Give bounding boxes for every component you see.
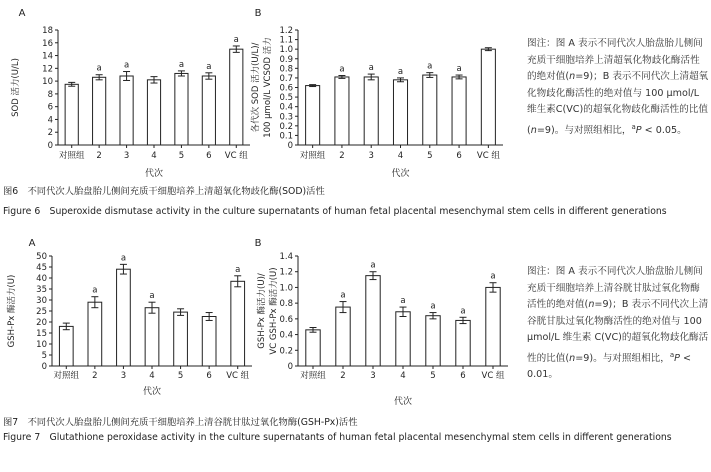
x-axis-title: 代次 [391, 169, 410, 179]
bar [335, 77, 349, 145]
y-tick-label: 0.6 [279, 314, 293, 325]
y-axis-title: GSH-Px 酶活力(U)/ [257, 273, 267, 349]
x-tick-label: 2 [340, 371, 346, 381]
bar [456, 320, 470, 366]
bar [175, 73, 188, 145]
x-tick-label: 6 [456, 151, 462, 161]
y-tick-label: 4 [47, 115, 53, 126]
figure7-caption-cn: 图7 不同代次人胎盘胎儿侧间充质干细胞培养上清谷胱甘肽过氧化物酶(GSH-Px)活性 [3, 417, 358, 428]
y-tick-label: 8 [47, 89, 53, 100]
bar [306, 330, 320, 366]
bar [336, 307, 350, 366]
significance-mark: a [400, 296, 406, 307]
significance-mark: a [370, 260, 376, 271]
y-tick-label: 25 [36, 307, 47, 317]
y-tick-label: 1.4 [279, 252, 293, 262]
x-tick-label: 3 [370, 371, 376, 381]
y-axis-title: SOD 活力(U/L) [11, 58, 21, 117]
y-tick-label: 10 [42, 77, 53, 88]
significance-mark: a [120, 253, 127, 264]
figure6-caption-en: Figure 6 Superoxide dismutase activity in the culture supernatants of human fetal placental mesenchymal stem cells in different generations [3, 206, 667, 217]
significance-mark: a [206, 61, 212, 72]
bar [120, 76, 133, 145]
y-tick-label: 0.8 [279, 299, 293, 310]
y-tick-label: 0.7 [279, 73, 293, 84]
x-tick-label: 6 [460, 371, 466, 381]
figure6-caption-cn: 图6 不同代次人胎盘胎儿侧间充质干细胞培养上清超氧化物歧化酶(SOD)活性 [3, 186, 325, 197]
significance-mark: a [397, 66, 404, 77]
figure6-note: 图注：图 A 表示不同代次人胎盘胎儿侧间充质干细胞培养上清超氧化物歧化酶活性的绝对值(n=9)；B 表示不同代次上清超氧化物歧化酶活性的绝对值与 100 μmol/L 维生素C(VC)的超氧化物歧化酶活性的比值(n=9)。与对照组相比，$^a$P < 0.05。 [527, 38, 709, 136]
x-tick-label: 5 [178, 151, 185, 161]
y-axis-title: 各代次 SOD 活力(U/L)/ [251, 42, 261, 133]
panel-label: B [254, 238, 262, 249]
significance-mark: a [96, 63, 102, 74]
significance-mark: a [430, 301, 436, 312]
panel-label: B [254, 8, 262, 19]
x-tick-label: 2 [92, 371, 98, 381]
y-tick-label: 0.8 [279, 64, 293, 75]
bar [231, 281, 245, 366]
y-tick-label: 1.0 [279, 283, 293, 294]
x-tick-label: 5 [427, 151, 433, 161]
x-tick-label: 4 [397, 151, 404, 161]
bar [306, 86, 320, 145]
bar [93, 77, 106, 145]
chart-fig6A [10, 8, 250, 179]
bar [423, 75, 437, 145]
x-tick-label: 4 [149, 371, 155, 381]
y-tick-label: 35 [36, 285, 47, 295]
significance-mark: a [149, 291, 155, 302]
y-tick-label: 0.5 [279, 93, 293, 104]
y-tick-label: 0.4 [279, 330, 293, 341]
y-tick-label: 0 [41, 362, 47, 372]
x-tick-label: 3 [123, 151, 130, 161]
y-axis-title: GSH-Px 酶活力(U) [7, 274, 17, 348]
bar [393, 80, 407, 145]
y-tick-label: 0.2 [279, 121, 293, 132]
y-tick-label: 20 [36, 318, 47, 328]
x-tick-label: VC 组 [224, 151, 248, 161]
x-tick-label: 2 [339, 151, 345, 161]
y-tick-label: 10 [36, 340, 47, 350]
x-tick-label: 5 [177, 371, 184, 381]
y-tick-label: 50 [36, 252, 47, 262]
y-tick-label: 16 [42, 38, 53, 49]
y-tick-label: 1.2 [279, 267, 293, 278]
x-tick-label: 2 [96, 151, 102, 161]
y-tick-label: 1.2 [279, 26, 293, 36]
significance-mark: a [456, 64, 462, 75]
x-axis-title: 代次 [144, 169, 164, 179]
chart-fig7B [255, 238, 508, 407]
significance-mark: a [460, 306, 466, 317]
significance-mark: a [178, 59, 185, 70]
y-tick-label: 14 [42, 51, 53, 62]
y-tick-label: 30 [36, 296, 47, 306]
bar [202, 76, 215, 145]
bar [202, 317, 216, 367]
y-tick-label: 0.2 [279, 346, 293, 357]
x-tick-label: 对照组 [299, 151, 326, 161]
bar [65, 84, 78, 145]
x-tick-label: 对照组 [53, 371, 80, 381]
bar [88, 302, 102, 366]
x-tick-label: 4 [151, 151, 157, 161]
x-tick-label: 对照组 [58, 151, 85, 161]
bar [364, 77, 378, 145]
panel-label: A [18, 8, 26, 19]
significance-mark: a [339, 64, 345, 75]
bar [396, 312, 410, 366]
x-tick-label: 3 [368, 151, 374, 161]
y-tick-label: 1.0 [279, 45, 293, 56]
y-tick-label: 45 [36, 263, 47, 273]
bar [230, 49, 243, 145]
significance-mark: a [92, 285, 98, 296]
y-tick-label: 0 [287, 141, 293, 151]
y-tick-label: 18 [42, 26, 53, 36]
y-axis-title-line2: VC GSH-Px 酶活力(U) [269, 267, 279, 355]
panel-label: A [28, 238, 36, 249]
y-tick-label: 0.1 [279, 131, 293, 142]
bar [117, 269, 131, 366]
significance-mark: a [340, 290, 346, 301]
y-tick-label: 15 [36, 329, 47, 339]
significance-mark: a [490, 271, 496, 282]
significance-mark: a [123, 60, 130, 71]
y-tick-label: 1.1 [279, 35, 293, 46]
chart-fig6B [250, 8, 503, 179]
y-tick-label: 40 [36, 274, 47, 284]
y-tick-label: 0.6 [279, 83, 293, 94]
significance-mark: a [368, 63, 374, 74]
significance-mark: a [233, 34, 239, 45]
bar [366, 276, 380, 366]
x-axis-title: 代次 [142, 387, 162, 397]
x-tick-label: 对照组 [300, 371, 326, 381]
bar [481, 49, 495, 145]
bar [452, 77, 466, 145]
x-tick-label: 6 [206, 151, 212, 161]
significance-mark: a [235, 264, 241, 275]
x-tick-label: VC 组 [476, 151, 500, 161]
x-tick-label: 6 [206, 371, 212, 381]
x-tick-label: VC 组 [226, 371, 250, 381]
y-tick-label: 0 [287, 362, 293, 372]
significance-mark: a [427, 61, 433, 72]
x-tick-label: 4 [400, 371, 406, 381]
x-axis-title: 代次 [393, 397, 413, 407]
x-tick-label: VC 组 [481, 371, 505, 381]
y-tick-label: 6 [47, 102, 53, 113]
bar [59, 326, 73, 366]
y-tick-label: 0.9 [279, 54, 293, 65]
y-tick-label: 0.3 [279, 112, 293, 123]
y-tick-label: 12 [42, 64, 53, 75]
figure7-note: 图注：图 A 表示不同代次人胎盘胎儿侧间充质干细胞培养上清谷胱甘肽过氧化物酶活性的绝对值(n=9)；B 表示不同代次上清谷胱甘肽过氧化物酶活性的绝对值与 100 μmol/L 维生素 C(VC)的超氧化物歧化酶活性的比值(n=9)。与对照组相比，$^a$P < 0.01。 [527, 266, 709, 380]
x-tick-label: 5 [430, 371, 436, 381]
bar [147, 80, 160, 145]
y-tick-label: 0.4 [279, 102, 293, 113]
figure7-caption-en: Figure 7 Glutathione peroxidase activity in the culture supernatants of human fetal placental mesenchymal stem cells in different generations [3, 432, 672, 443]
bar [174, 312, 188, 366]
bar [145, 308, 159, 366]
y-axis-title-line2: 100 μmol/L VCSOD 活力 [263, 37, 273, 138]
bar [426, 316, 440, 366]
y-tick-label: 0 [47, 141, 53, 151]
x-tick-label: 3 [120, 371, 127, 381]
bar [486, 287, 500, 366]
y-tick-label: 5 [41, 351, 47, 361]
y-tick-label: 2 [47, 128, 53, 139]
chart-fig7A [6, 238, 252, 397]
